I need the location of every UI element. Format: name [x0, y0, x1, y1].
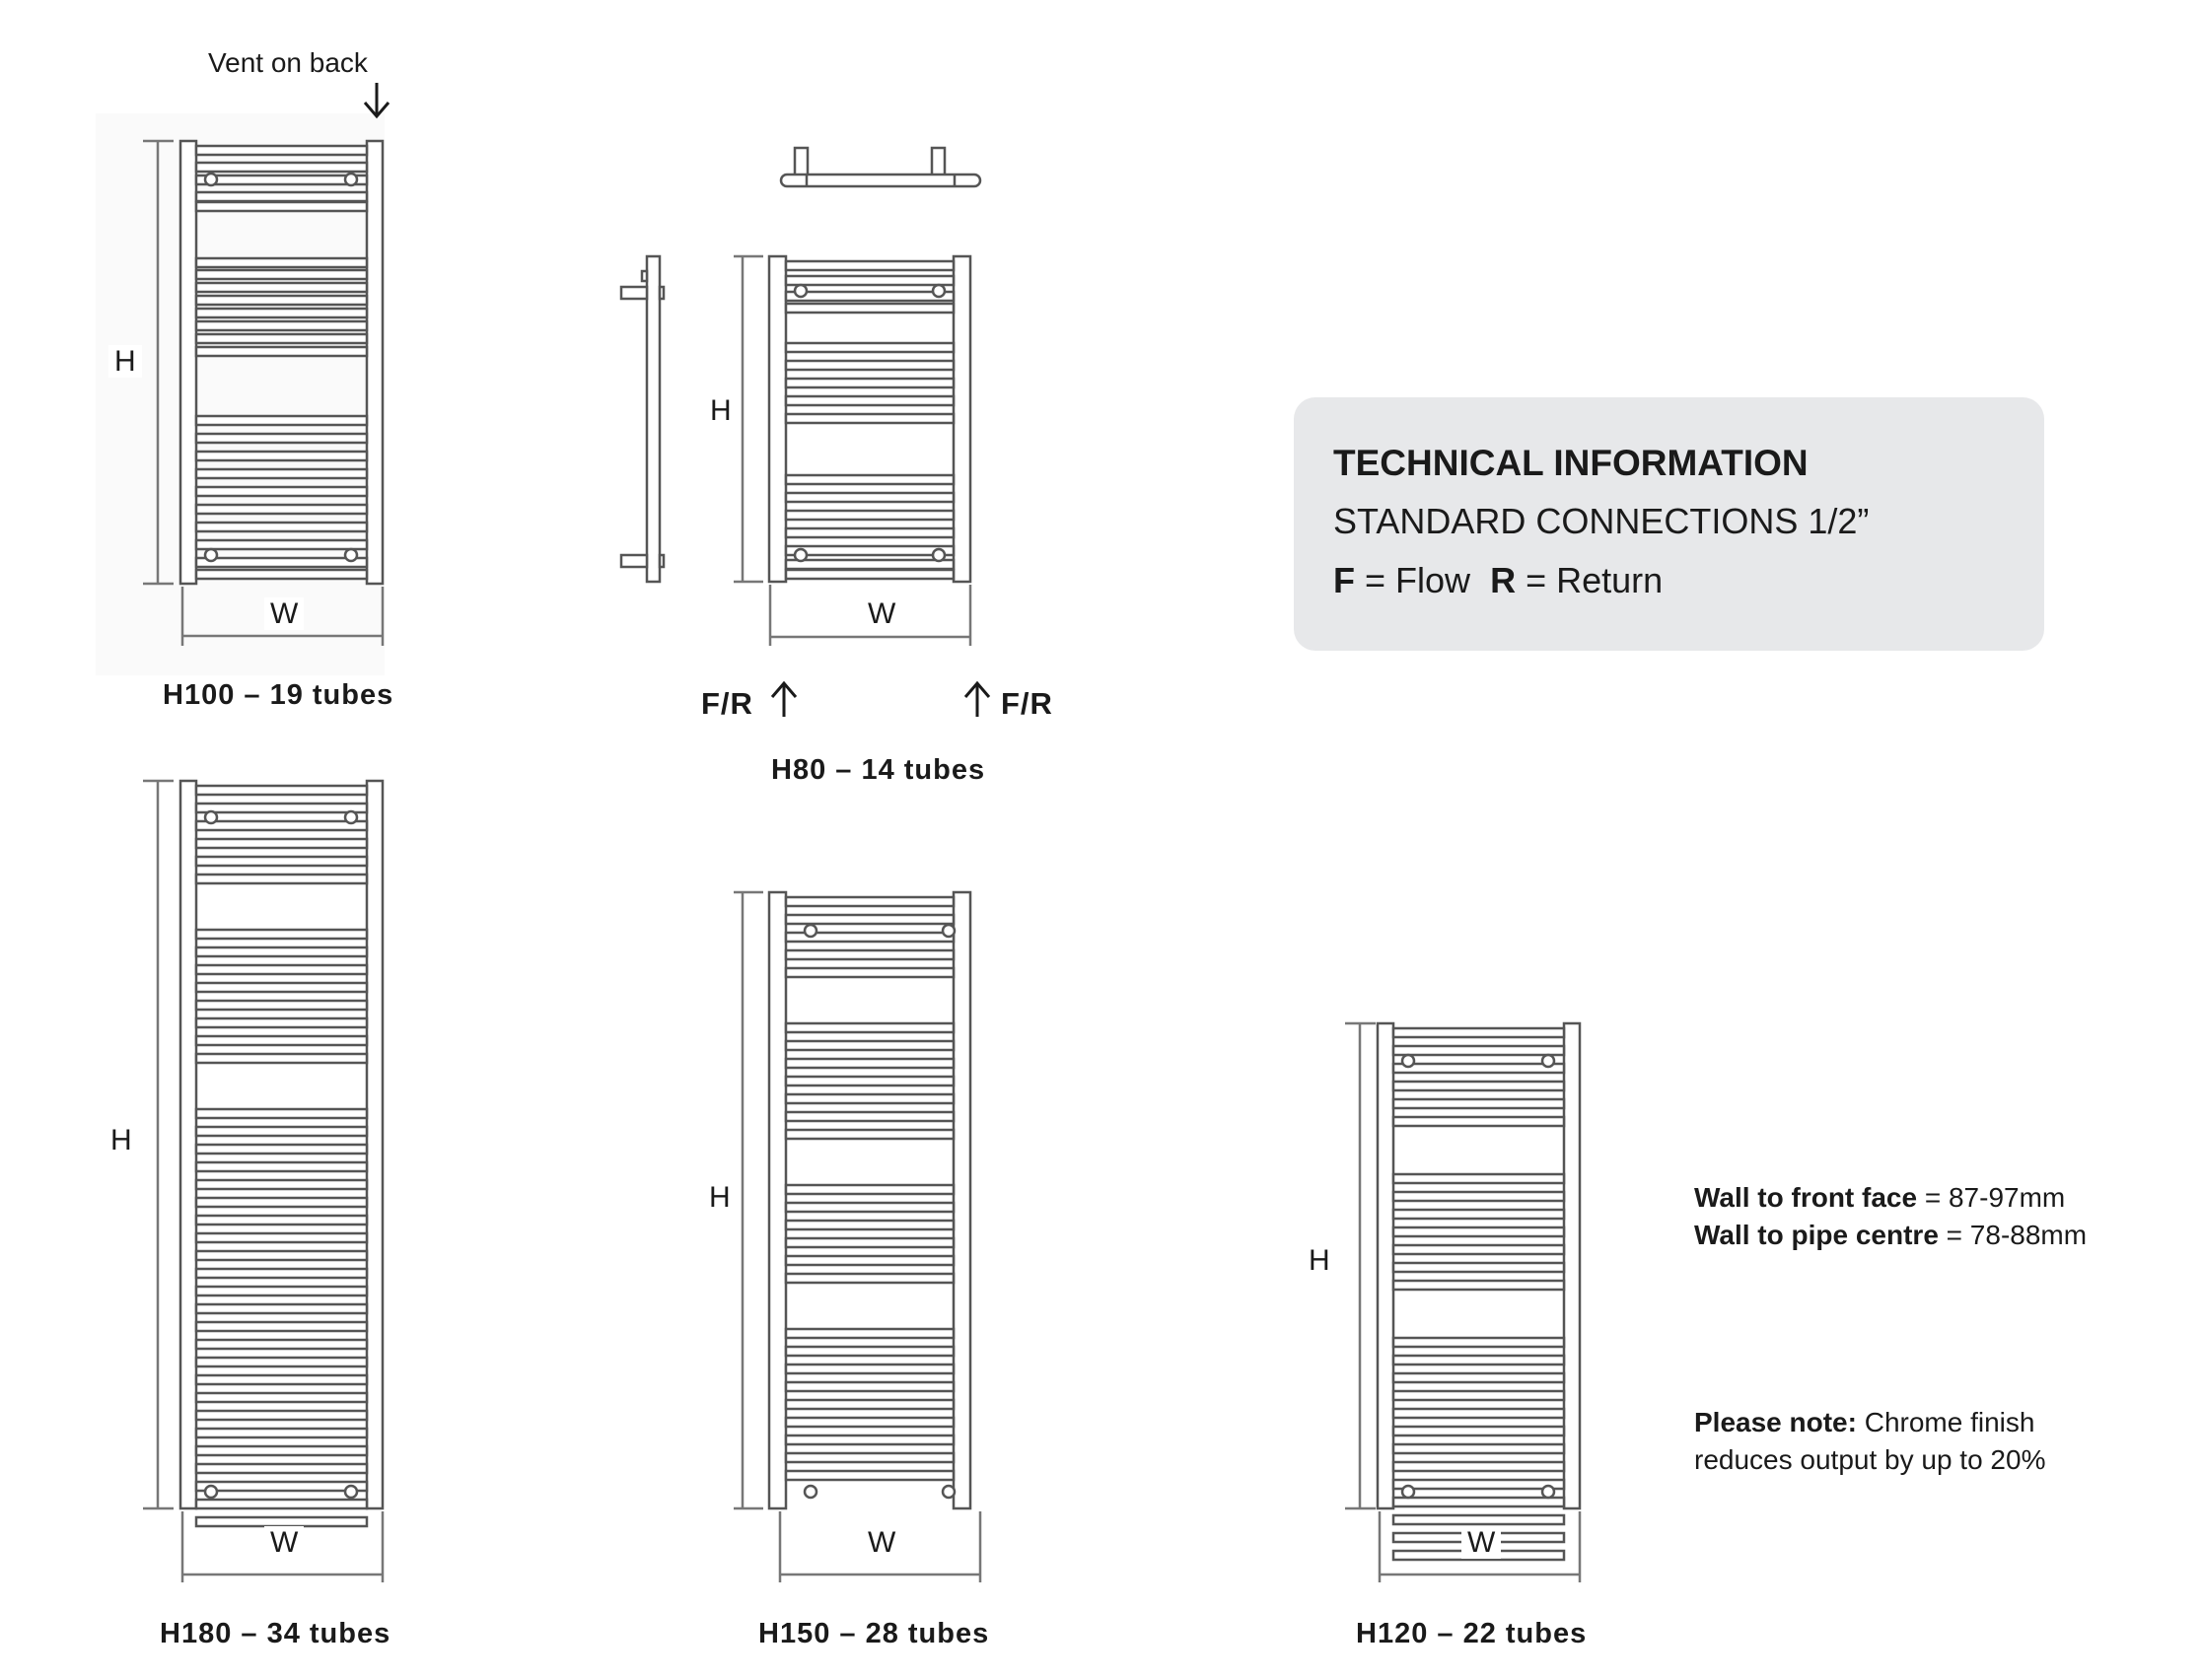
width-label-h180: W — [264, 1526, 304, 1559]
width-label-h120: W — [1461, 1526, 1501, 1559]
radiator-h120 — [1345, 1023, 1580, 1582]
vent-arrow-icon — [365, 83, 389, 116]
note-label: Please note: — [1694, 1407, 1857, 1437]
flow-key: F — [1333, 560, 1355, 600]
measurement-front-face: Wall to front face = 87-97mm — [1694, 1182, 2066, 1213]
height-label-h120: H — [1303, 1244, 1336, 1277]
height-label-h180: H — [105, 1124, 138, 1156]
height-label-h80: H — [704, 394, 738, 427]
radiator-h150 — [734, 892, 980, 1582]
caption-h80: H80 – 14 tubes — [771, 754, 986, 786]
flow-return-arrow-icon-right — [965, 683, 989, 717]
radiator-h80 — [734, 256, 970, 646]
flow-return-label-left: F/R — [701, 686, 753, 721]
vent-note: Vent on back — [208, 47, 368, 78]
wall-measurements — [1694, 1179, 2087, 1254]
technical-info-title: TECHNICAL INFORMATION — [1333, 443, 1809, 483]
width-label-h80: W — [862, 597, 901, 630]
note-line1: Chrome finish — [1856, 1407, 2035, 1437]
radiator-h100 — [143, 141, 383, 646]
radiator-h80-side-view — [621, 256, 664, 582]
flow-return-key — [1333, 560, 1663, 601]
measurement-pipe-centre: Wall to pipe centre = 78-88mm — [1694, 1220, 2088, 1250]
caption-h150: H150 – 28 tubes — [758, 1618, 990, 1649]
caption-h120: H120 – 22 tubes — [1356, 1618, 1588, 1649]
radiator-h180 — [143, 781, 383, 1582]
flow-return-label-right: F/R — [1001, 686, 1053, 721]
note-line2: reduces output by up to 20% — [1694, 1444, 2046, 1475]
radiator-h80-top-view — [781, 148, 980, 186]
width-label-h100: W — [264, 597, 304, 630]
width-label-h150: W — [862, 1526, 901, 1559]
return-text: = Return — [1516, 560, 1664, 600]
technical-info-box — [1294, 397, 2044, 651]
flow-text: = Flow — [1355, 560, 1471, 600]
caption-h100: H100 – 19 tubes — [163, 679, 394, 711]
caption-h180: H180 – 34 tubes — [160, 1618, 391, 1649]
height-label-h150: H — [703, 1181, 737, 1214]
chrome-finish-note — [1694, 1404, 2045, 1479]
flow-return-arrow-icon-left — [772, 683, 796, 717]
height-label-h100: H — [108, 345, 142, 378]
standard-connections: STANDARD CONNECTIONS 1/2” — [1333, 501, 1870, 541]
return-key: R — [1490, 560, 1517, 600]
